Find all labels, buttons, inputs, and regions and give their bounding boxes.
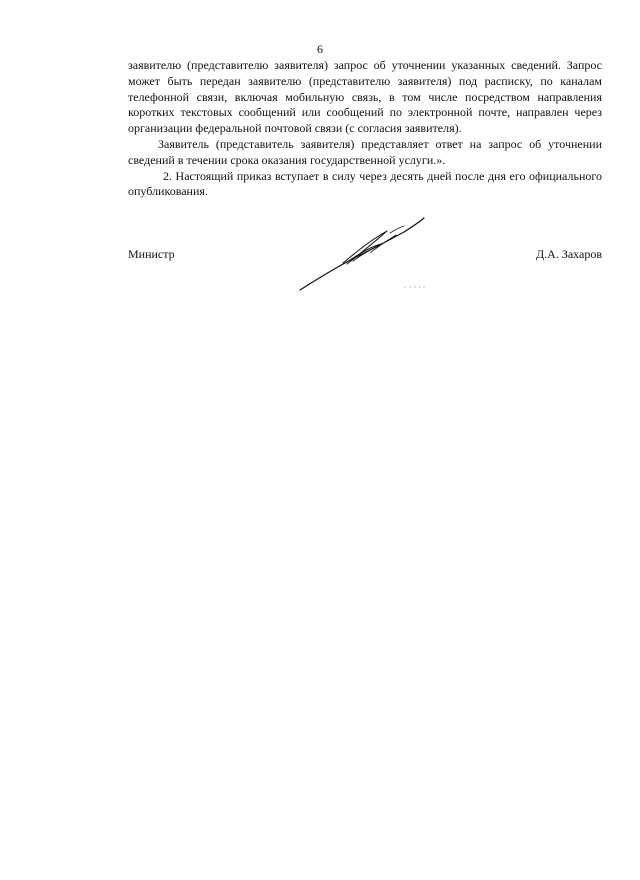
signatory-position: Министр [128, 247, 175, 261]
document-body [128, 58, 602, 200]
page-number: 6 [317, 42, 323, 56]
paragraph-request-clarification: заявителю (представителю заявителя) запрос об уточнении указанных сведений. Запрос может быть передан заявителю (представителю заявителя) под расписку, по каналам телефонной связи, включая мобильную связь, в том числе посредством направления коротких текстовых сообщений или сообщений по электронной почте, направлен через организации федеральной почтовой связи (с согласия заявителя). [128, 58, 602, 136]
paragraph-order-effective: 2. Настоящий приказ вступает в силу через десять дней после дня его официального опубликования. [128, 168, 602, 199]
signatory-name: Д.А. Захаров [535, 247, 602, 261]
signature-row [128, 247, 602, 265]
scan-smudge [402, 283, 428, 291]
paragraph-applicant-response: Заявитель (представитель заявителя) представляет ответ на запрос об уточнении сведений в течении срока оказания государственной услуги.». [128, 136, 602, 167]
